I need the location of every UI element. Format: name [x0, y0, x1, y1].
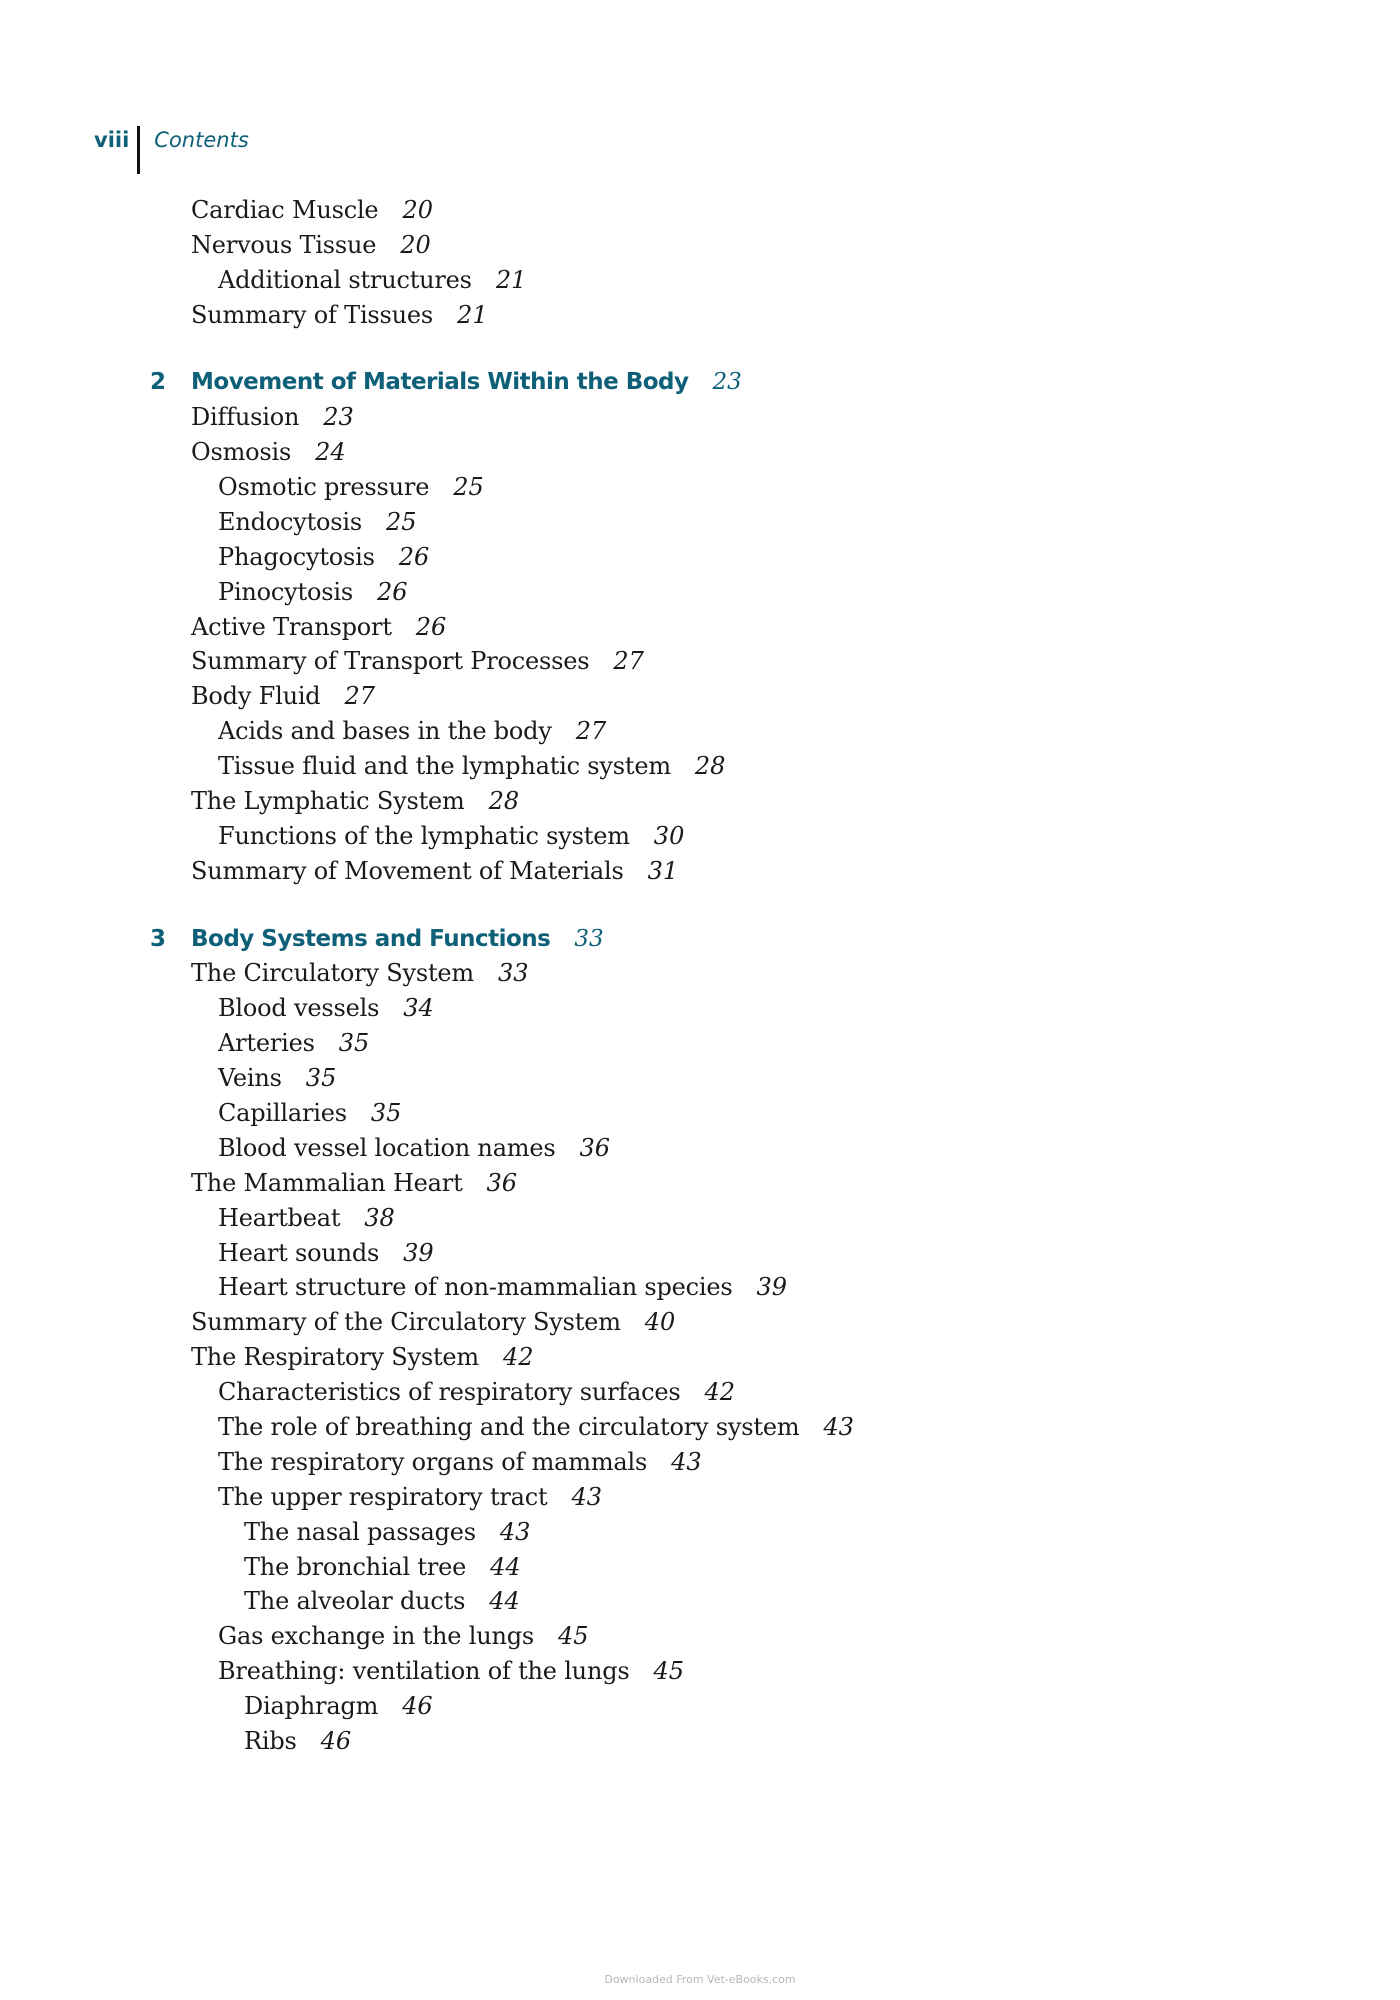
footer-watermark: Downloaded From Vet-eBooks.com	[604, 1973, 796, 1986]
running-header	[94, 126, 249, 174]
toc-entry-page-number: 25	[386, 507, 417, 536]
toc-entry-level-1[interactable]	[0, 1340, 1400, 1375]
toc-entry-label: Blood vessel location names	[218, 1133, 556, 1162]
toc-entry-label: The Circulatory System	[191, 959, 474, 988]
chapter-page-number: 33	[574, 925, 604, 952]
toc-entry-label: The Respiratory System	[191, 1343, 479, 1372]
chapter-title: Body Systems and Functions	[191, 925, 551, 952]
chapter-title-group	[191, 922, 604, 957]
toc-entry-level-2[interactable]	[0, 263, 1400, 298]
chapter-number: 2	[150, 369, 166, 396]
toc-entry-label: Endocytosis	[218, 507, 362, 536]
toc-entry-label: Arteries	[218, 1029, 315, 1058]
toc-entry-level-1[interactable]	[0, 610, 1400, 645]
toc-entry-level-2[interactable]	[0, 1201, 1400, 1236]
toc-entry-level-2[interactable]	[0, 1619, 1400, 1654]
toc-entry-label: The Mammalian Heart	[191, 1168, 463, 1197]
toc-entry-level-2[interactable]	[0, 1026, 1400, 1061]
toc-entry-page-number: 43	[571, 1482, 603, 1511]
toc-entry-page-number: 26	[376, 577, 408, 606]
toc-entry-level-2[interactable]	[0, 1061, 1400, 1096]
toc-entry-page-number: 38	[364, 1203, 395, 1232]
toc-entry-level-1[interactable]	[0, 193, 1400, 228]
toc-entry-level-3[interactable]	[0, 1584, 1400, 1619]
chapter-title: Movement of Materials Within the Body	[191, 369, 689, 396]
toc-entry-page-number: 39	[403, 1238, 434, 1267]
toc-entry-level-1[interactable]	[0, 854, 1400, 889]
toc-entry-page-number: 23	[323, 403, 354, 432]
toc-entry-level-2[interactable]	[0, 575, 1400, 610]
toc-entry-label: Diffusion	[191, 403, 300, 432]
toc-entry-page-number: 44	[489, 1587, 520, 1616]
toc-entry-page-number: 35	[305, 1064, 337, 1093]
toc-entry-page-number: 46	[320, 1727, 352, 1755]
toc-entry-page-number: 45	[653, 1657, 685, 1686]
toc-entry-page-number: 27	[613, 647, 644, 676]
toc-entry-label: Phagocytosis	[218, 542, 375, 571]
toc-entry-level-2[interactable]	[0, 714, 1400, 749]
toc-entry-level-2[interactable]	[0, 1096, 1400, 1131]
toc-entry-page-number: 40	[644, 1308, 676, 1337]
toc-entry-page-number: 35	[370, 1098, 402, 1127]
table-of-contents	[0, 193, 1400, 1759]
toc-entry-page-number: 25	[453, 473, 484, 502]
toc-entry-label: The bronchial tree	[244, 1552, 467, 1581]
toc-entry-level-3[interactable]	[0, 1550, 1400, 1585]
toc-chapter-heading[interactable]	[0, 365, 1400, 400]
toc-entry-label: The respiratory organs of mammals	[218, 1447, 648, 1476]
toc-entry-label: The alveolar ducts	[244, 1587, 466, 1616]
toc-entry-level-1[interactable]	[0, 1305, 1400, 1340]
toc-entry-page-number: 20	[402, 196, 433, 224]
toc-entry-page-number: 30	[653, 821, 685, 850]
toc-entry-page-number: 35	[338, 1029, 370, 1058]
toc-entry-level-2[interactable]	[0, 1375, 1400, 1410]
toc-entry-level-2[interactable]	[0, 1480, 1400, 1515]
toc-entry-level-1[interactable]	[0, 435, 1400, 470]
toc-entry-page-number: 21	[495, 265, 527, 294]
toc-entry-label: Diaphragm	[244, 1692, 379, 1721]
toc-entry-label: Heartbeat	[218, 1203, 341, 1232]
toc-entry-page-number: 42	[704, 1378, 736, 1407]
toc-entry-page-number: 26	[415, 612, 447, 641]
toc-entry-level-2[interactable]	[0, 470, 1400, 505]
toc-entry-level-1[interactable]	[0, 228, 1400, 263]
toc-entry-level-2[interactable]	[0, 819, 1400, 854]
toc-entry-label: The role of breathing and the circulatory system	[218, 1412, 800, 1441]
toc-entry-level-2[interactable]	[0, 540, 1400, 575]
toc-entry-level-2[interactable]	[0, 1410, 1400, 1445]
toc-entry-page-number: 27	[344, 682, 376, 711]
toc-entry-label: Ribs	[244, 1727, 297, 1755]
toc-entry-page-number: 44	[490, 1552, 521, 1581]
toc-entry-label: Osmotic pressure	[218, 473, 430, 502]
toc-entry-page-number: 36	[579, 1133, 611, 1162]
header-rule	[137, 126, 140, 174]
toc-entry-page-number: 39	[756, 1273, 788, 1302]
toc-entry-label: Veins	[218, 1064, 282, 1093]
toc-entry-label: Body Fluid	[191, 682, 321, 711]
toc-entry-level-2[interactable]	[0, 749, 1400, 784]
toc-entry-level-3[interactable]	[0, 1515, 1400, 1550]
toc-entry-level-2[interactable]	[0, 1270, 1400, 1305]
toc-entry-page-number: 46	[402, 1692, 433, 1721]
running-head: Contents	[154, 128, 249, 152]
chapter-title-group	[191, 365, 742, 400]
toc-entry-page-number: 26	[398, 542, 430, 571]
toc-entry-label: Summary of Movement of Materials	[191, 856, 624, 885]
toc-entry-page-number: 34	[403, 994, 434, 1023]
toc-entry-label: Gas exchange in the lungs	[218, 1622, 534, 1651]
toc-entry-level-1[interactable]	[0, 679, 1400, 714]
toc-entry-label: Osmosis	[191, 438, 292, 467]
toc-entry-level-2[interactable]	[0, 1445, 1400, 1480]
toc-entry-level-1[interactable]	[0, 298, 1400, 333]
chapter-number: 3	[150, 925, 166, 952]
toc-entry-label: Characteristics of respiratory surfaces	[218, 1378, 681, 1407]
toc-entry-page-number: 28	[488, 787, 520, 816]
toc-entry-level-2[interactable]	[0, 1131, 1400, 1166]
toc-entry-page-number: 43	[671, 1447, 702, 1476]
chapter-spacer	[0, 889, 1400, 922]
toc-entry-level-3[interactable]	[0, 1724, 1400, 1759]
toc-entry-label: Summary of Transport Processes	[191, 647, 590, 676]
toc-entry-page-number: 33	[497, 959, 529, 988]
toc-entry-level-1[interactable]	[0, 400, 1400, 435]
toc-entry-label: Heart structure of non-mammalian species	[218, 1273, 733, 1302]
toc-entry-page-number: 43	[823, 1412, 854, 1441]
chapter-spacer	[0, 333, 1400, 366]
toc-entry-page-number: 45	[558, 1622, 589, 1651]
toc-entry-label: Acids and bases in the body	[218, 717, 552, 746]
toc-entry-label: Active Transport	[191, 612, 392, 641]
toc-chapter-heading[interactable]	[0, 922, 1400, 957]
toc-entry-label: Functions of the lymphatic system	[218, 821, 630, 850]
toc-entry-level-1[interactable]	[0, 644, 1400, 679]
toc-entry-page-number: 24	[315, 438, 346, 467]
toc-entry-page-number: 36	[486, 1168, 518, 1197]
toc-entry-level-1[interactable]	[0, 956, 1400, 991]
toc-entry-label: Capillaries	[218, 1098, 347, 1127]
chapter-page-number: 23	[712, 369, 742, 396]
toc-entry-level-2[interactable]	[0, 991, 1400, 1026]
toc-entry-page-number: 42	[502, 1343, 534, 1372]
toc-entry-level-2[interactable]	[0, 505, 1400, 540]
page-number: viii	[94, 128, 130, 152]
toc-entry-page-number: 28	[694, 752, 726, 781]
toc-entry-label: The upper respiratory tract	[218, 1482, 548, 1511]
toc-entry-level-2[interactable]	[0, 1236, 1400, 1271]
toc-entry-label: Summary of the Circulatory System	[191, 1308, 621, 1337]
toc-entry-label: The Lymphatic System	[191, 787, 465, 816]
toc-entry-label: Breathing: ventilation of the lungs	[218, 1657, 630, 1686]
toc-entry-page-number: 31	[647, 856, 679, 885]
toc-entry-label: Blood vessels	[218, 994, 380, 1023]
toc-entry-level-1[interactable]	[0, 1166, 1400, 1201]
toc-entry-label: Cardiac Muscle	[191, 196, 379, 224]
toc-entry-label: Pinocytosis	[218, 577, 353, 606]
toc-entry-label: Tissue fluid and the lymphatic system	[218, 752, 671, 781]
toc-entry-label: Heart sounds	[218, 1238, 380, 1267]
toc-entry-label: Nervous Tissue	[191, 230, 377, 259]
toc-entry-label: Summary of Tissues	[191, 300, 434, 329]
toc-entry-page-number: 27	[575, 717, 607, 746]
toc-entry-label: Additional structures	[218, 265, 472, 294]
toc-entry-level-1[interactable]	[0, 784, 1400, 819]
toc-entry-level-2[interactable]	[0, 1654, 1400, 1689]
toc-entry-label: The nasal passages	[244, 1517, 476, 1546]
toc-entry-level-3[interactable]	[0, 1689, 1400, 1724]
toc-entry-page-number: 20	[400, 230, 431, 259]
toc-entry-page-number: 21	[457, 300, 488, 329]
toc-entry-page-number: 43	[499, 1517, 531, 1546]
